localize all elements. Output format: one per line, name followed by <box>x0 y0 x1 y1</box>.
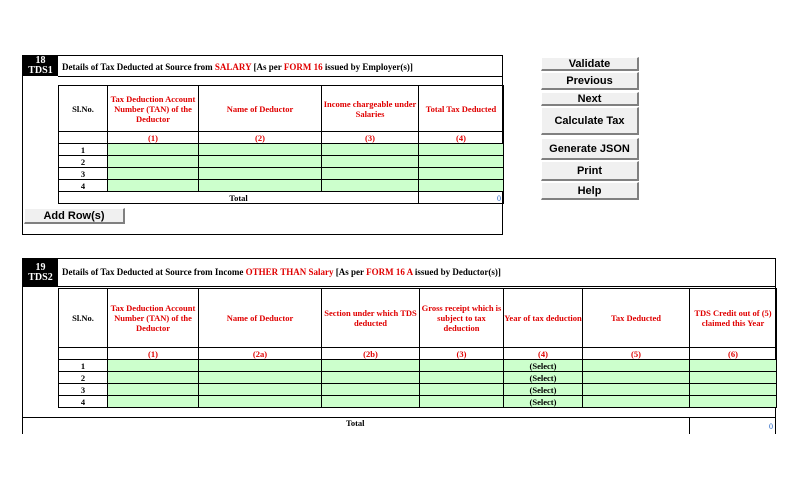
tds2-colnum-1: (1) <box>108 348 199 360</box>
tds2-total-value: 0 <box>769 421 773 431</box>
tds1-deductor-cell[interactable] <box>199 180 322 192</box>
calculate-tax-button[interactable]: Calculate Tax <box>541 107 639 135</box>
tds2-gross-cell[interactable] <box>420 396 504 408</box>
tds2-header-tds-credit: TDS Credit out of (5) claimed this Year <box>690 289 777 348</box>
tds2-tan-cell[interactable] <box>108 360 199 372</box>
tds2-code-label <box>23 259 58 287</box>
tds1-deductor-cell[interactable] <box>199 156 322 168</box>
tds2-year-select[interactable]: (Select) <box>504 384 583 396</box>
tds2-header-gross-receipt: Gross receipt which is subject to tax deduction <box>420 289 504 348</box>
tds1-table <box>58 85 504 204</box>
tds1-colnum-blank <box>59 132 108 144</box>
tds2-tax-cell[interactable] <box>583 396 690 408</box>
table-row <box>59 180 504 192</box>
tds2-credit-cell[interactable] <box>690 360 777 372</box>
tds2-row-slno: 3 <box>59 384 108 396</box>
tds1-tan-cell[interactable] <box>108 168 199 180</box>
tds1-total-value: 0 <box>497 193 501 203</box>
tds2-code-number: 19 <box>35 262 46 273</box>
print-button[interactable]: Print <box>541 161 639 181</box>
generate-json-button[interactable]: Generate JSON <box>541 138 639 160</box>
tds2-year-select[interactable]: (Select) <box>504 360 583 372</box>
tds2-deductor-cell[interactable] <box>199 372 322 384</box>
tds2-deductor-cell[interactable] <box>199 396 322 408</box>
tds2-code: TDS2 <box>28 272 53 283</box>
tds2-colnum-2b: (2b) <box>322 348 420 360</box>
tds2-header-section: Section under which TDS deducted <box>322 289 420 348</box>
tds1-row-slno: 2 <box>59 156 108 168</box>
tds2-year-select[interactable]: (Select) <box>504 396 583 408</box>
table-row <box>59 144 504 156</box>
tds2-tan-cell[interactable] <box>108 372 199 384</box>
tds1-colnum-4: (4) <box>419 132 504 144</box>
tds1-header-income: Income chargeable under Salaries <box>322 86 419 132</box>
tds1-income-cell[interactable] <box>322 168 419 180</box>
tds1-code-number: 18 <box>35 55 46 66</box>
tds1-total-cell <box>419 192 504 204</box>
tds1-header-tan: Tax Deduction Account Number (TAN) of the Deductor <box>108 86 199 132</box>
tds2-tan-cell[interactable] <box>108 384 199 396</box>
tds2-tax-cell[interactable] <box>583 384 690 396</box>
tds2-tax-cell[interactable] <box>583 360 690 372</box>
tds2-deductor-cell[interactable] <box>199 384 322 396</box>
table-row <box>59 168 504 180</box>
tds2-total-label: Total <box>22 418 689 434</box>
tds1-title: Details of Tax Deducted at Source from SALARY [As per FORM 16 issued by Employer(s)] <box>62 62 413 72</box>
tds1-code-label <box>23 56 58 76</box>
add-rows-button[interactable]: Add Row(s) <box>24 208 125 224</box>
tds2-credit-cell[interactable] <box>690 372 777 384</box>
tds1-tax-cell[interactable] <box>419 156 504 168</box>
tds2-colnum-4: (4) <box>504 348 583 360</box>
tds2-tax-cell[interactable] <box>583 372 690 384</box>
tds1-colnum-2: (2) <box>199 132 322 144</box>
tds1-total-label: Total <box>59 192 419 204</box>
table-row <box>59 360 777 372</box>
tds2-total-cell <box>689 418 776 434</box>
tds1-income-cell[interactable] <box>322 156 419 168</box>
tds2-deductor-cell[interactable] <box>199 360 322 372</box>
table-row <box>59 384 777 396</box>
tds2-total-row <box>22 417 776 434</box>
tds2-section-cell[interactable] <box>322 372 420 384</box>
tds1-header-deductor: Name of Deductor <box>199 86 322 132</box>
tds1-tax-cell[interactable] <box>419 180 504 192</box>
tds1-code: TDS1 <box>28 65 53 76</box>
previous-button[interactable]: Previous <box>541 72 639 90</box>
tds1-tax-cell[interactable] <box>419 144 504 156</box>
tds1-deductor-cell[interactable] <box>199 168 322 180</box>
tds1-header-total-tax: Total Tax Deducted <box>419 86 504 132</box>
tds1-colnum-1: (1) <box>108 132 199 144</box>
tds2-section-cell[interactable] <box>322 360 420 372</box>
tds1-colnum-3: (3) <box>322 132 419 144</box>
tds2-colnum-6: (6) <box>690 348 777 360</box>
tds2-section-cell[interactable] <box>322 396 420 408</box>
tds2-colnum-2a: (2a) <box>199 348 322 360</box>
tds1-income-cell[interactable] <box>322 180 419 192</box>
tds2-header-tax-deducted: Tax Deducted <box>583 289 690 348</box>
tds2-header-slno: Sl.No. <box>59 289 108 348</box>
tds1-row-slno: 3 <box>59 168 108 180</box>
table-row <box>59 372 777 384</box>
tds2-gross-cell[interactable] <box>420 360 504 372</box>
tds2-title-rule <box>58 286 775 287</box>
tds2-header-year: Year of tax deduction <box>504 289 583 348</box>
tds1-income-cell[interactable] <box>322 144 419 156</box>
tds1-tan-cell[interactable] <box>108 144 199 156</box>
tds2-header-deductor: Name of Deductor <box>199 289 322 348</box>
tds2-credit-cell[interactable] <box>690 384 777 396</box>
tds2-colnum-blank <box>59 348 108 360</box>
tds2-title: Details of Tax Deducted at Source from Income OTHER THAN Salary [As per FORM 16 A issued by Deductor(s)] <box>62 267 501 277</box>
tds1-row-slno: 4 <box>59 180 108 192</box>
tds2-table <box>58 288 777 408</box>
tds2-row-slno: 2 <box>59 372 108 384</box>
tds1-deductor-cell[interactable] <box>199 144 322 156</box>
tds2-colnum-3: (3) <box>420 348 504 360</box>
tds2-row-slno: 4 <box>59 396 108 408</box>
tds1-tax-cell[interactable] <box>419 168 504 180</box>
tds2-header-tan: Tax Deduction Account Number (TAN) of the Deductor <box>108 289 199 348</box>
tds1-header-slno: Sl.No. <box>59 86 108 132</box>
validate-button[interactable]: Validate <box>541 57 639 71</box>
tds2-gross-cell[interactable] <box>420 372 504 384</box>
tds2-gross-cell[interactable] <box>420 384 504 396</box>
tds2-year-select[interactable]: (Select) <box>504 372 583 384</box>
tds1-title-rule <box>58 76 502 77</box>
next-button[interactable]: Next <box>541 92 639 106</box>
tds1-tan-cell[interactable] <box>108 156 199 168</box>
tds1-tan-cell[interactable] <box>108 180 199 192</box>
tds2-credit-cell[interactable] <box>690 396 777 408</box>
tds1-row-slno: 1 <box>59 144 108 156</box>
help-button[interactable]: Help <box>541 182 639 200</box>
table-row <box>59 396 777 408</box>
tds2-tan-cell[interactable] <box>108 396 199 408</box>
tds2-colnum-5: (5) <box>583 348 690 360</box>
table-row <box>59 156 504 168</box>
tds2-section-cell[interactable] <box>322 384 420 396</box>
tds2-row-slno: 1 <box>59 360 108 372</box>
